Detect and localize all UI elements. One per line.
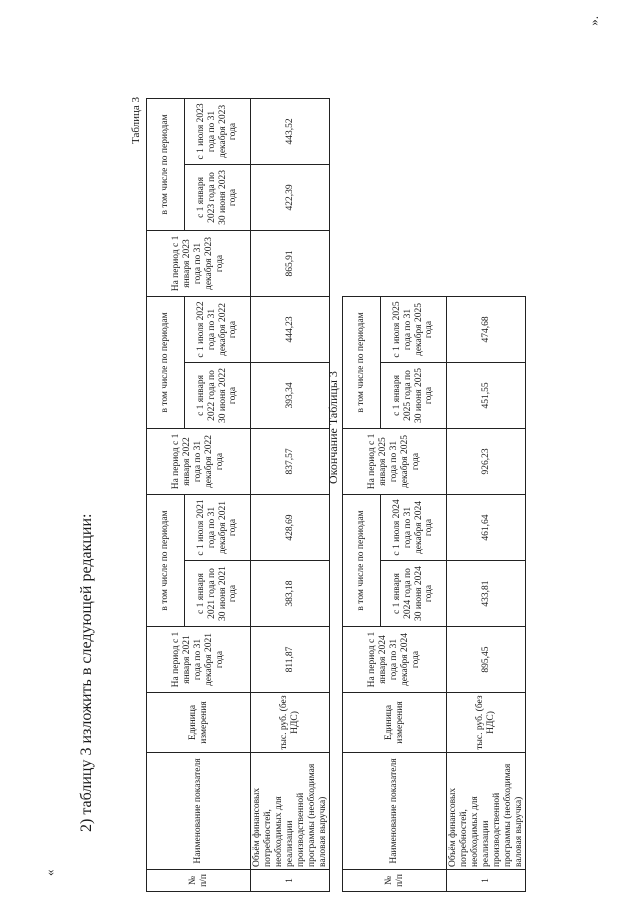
row-num: 1 — [447, 870, 526, 892]
row-unit: тыс. руб. (без НДС) — [251, 693, 330, 753]
value-half1: 393,34 — [251, 362, 330, 428]
header-in-period: в том числе по периодам — [147, 494, 185, 626]
opening-quote: « — [42, 869, 57, 876]
header-half2: с 1 июля 2024 года по 31 декабря 2024 года — [381, 494, 447, 560]
row-name: Объём финансовых потребностей, необходимых для реализации производственной программы (необходимая валовая выручка) — [251, 753, 330, 870]
row-num: 1 — [251, 870, 330, 892]
table-row — [447, 296, 526, 891]
value-half2: 428,69 — [251, 494, 330, 560]
header-half2: с 1 июля 2025 года по 31 декабря 2025 года — [381, 296, 447, 362]
table-row — [251, 98, 330, 891]
value-half2: 444,23 — [251, 296, 330, 362]
row-name: Объём финансовых потребностей, необходимых для реализации производственной программы (необходимая валовая выручка) — [447, 753, 526, 870]
value-half1: 451,55 — [447, 362, 526, 428]
header-half2: с 1 июля 2023 года по 31 декабря 2023 года — [185, 98, 251, 164]
value-half1: 422,39 — [251, 164, 330, 230]
rotated-page — [20, 12, 620, 892]
header-half2: с 1 июля 2022 года по 31 декабря 2022 года — [185, 296, 251, 362]
value-total: 865,91 — [251, 230, 330, 296]
header-name: Наименование показателя — [147, 753, 251, 870]
header-period-total: На период с 1 января 2021 года по 31 декабря 2021 года — [147, 627, 251, 693]
header-half2: с 1 июля 2021 года по 31 декабря 2021 года — [185, 494, 251, 560]
value-total: 811,87 — [251, 627, 330, 693]
header-period-total: На период с 1 января 2025 года по 31 декабря 2025 года — [343, 428, 447, 494]
value-total: 895,45 — [447, 627, 526, 693]
header-in-period: в том числе по периодам — [147, 296, 185, 428]
header-half1: с 1 января 2022 года по 30 июня 2022 года — [185, 362, 251, 428]
header-in-period: в том числе по периодам — [343, 494, 381, 626]
header-period-total: На период с 1 января 2022 года по 31 декабря 2022 года — [147, 428, 251, 494]
amendment-heading: 2) таблицу 3 изложить в следующей редакции: — [78, 513, 95, 832]
header-in-period: в том числе по периодам — [147, 98, 185, 230]
value-half2: 461,64 — [447, 494, 526, 560]
header-half1: с 1 января 2025 года по 30 июня 2025 года — [381, 362, 447, 428]
header-num: № п/п — [147, 870, 251, 892]
header-period-total: На период с 1 января 2023 года по 31 декабря 2023 года — [147, 230, 251, 296]
value-half2: 443,52 — [251, 98, 330, 164]
closing-quote: ». — [586, 16, 601, 26]
table2-label: Окончание Таблицы 3 — [326, 371, 340, 484]
header-half1: с 1 января 2023 года по 30 июня 2023 года — [185, 164, 251, 230]
value-half2: 474,68 — [447, 296, 526, 362]
header-period-total: На период с 1 января 2024 года по 31 декабря 2024 года — [343, 627, 447, 693]
value-total: 926,23 — [447, 428, 526, 494]
row-unit: тыс. руб. (без НДС) — [447, 693, 526, 753]
header-unit: Единица измерения — [343, 693, 447, 753]
table-3-part2 — [342, 296, 526, 892]
table1-label: Таблица 3 — [130, 96, 142, 144]
value-half1: 383,18 — [251, 561, 330, 627]
header-unit: Единица измерения — [147, 693, 251, 753]
header-name: Наименование показателя — [343, 753, 447, 870]
table-3-part1 — [146, 98, 330, 892]
header-in-period: в том числе по периодам — [343, 296, 381, 428]
header-half1: с 1 января 2021 года по 30 июня 2021 года — [185, 561, 251, 627]
header-half1: с 1 января 2024 года по 30 июня 2024 года — [381, 561, 447, 627]
header-num: № п/п — [343, 870, 447, 892]
value-half1: 433,81 — [447, 561, 526, 627]
value-total: 837,57 — [251, 428, 330, 494]
